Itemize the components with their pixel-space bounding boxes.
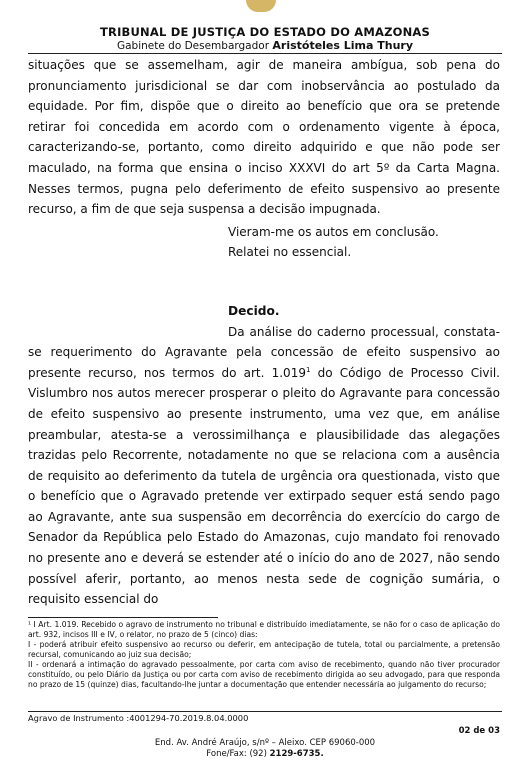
phone-line bbox=[0, 749, 530, 760]
phone-label: Fone/Fax: (92) bbox=[206, 749, 270, 759]
footnote-line-1: ¹ I Art. 1.019. Recebido o agravo de instrumento no tribunal e distribuído imediatamente, se não for o caso de aplicação do art. 932, incisos III e IV, o relator, no prazo de 5 (cinco) dias: bbox=[28, 620, 500, 639]
footnote bbox=[28, 620, 500, 690]
decision-heading: Decido. bbox=[228, 303, 280, 318]
judge-name: Aristóteles Lima Thury bbox=[272, 39, 414, 52]
paragraph-decision bbox=[28, 322, 500, 610]
report-line: Relatei no essencial. bbox=[228, 245, 352, 260]
decision-text-start: Da análise do caderno processual, constata-se requerimento do Agravante pela concessão de efeito suspensivo ao presente recurso, nos termos do art. 1.019 bbox=[28, 324, 500, 380]
footer-address bbox=[0, 738, 530, 760]
header-divider bbox=[28, 53, 502, 54]
footnote-line-2: I - poderá atribuir efeito suspensivo ao recurso ou deferir, em antecipação de tutela, total ou parcialmente, a pretensão recursal, comunicando ao juiz sua decisão; bbox=[28, 640, 500, 659]
page-header bbox=[0, 25, 530, 53]
page-number: 02 de 03 bbox=[458, 726, 500, 736]
footnote-ref: 1 bbox=[305, 365, 311, 374]
paragraph-claims: situações que se assemelham, agir de maneira ambígua, sob pena do pronunciamento jurisdicional se dar com inobservância ao postulado da equidade. Por fim, dispõe que o direito ao benefício que ora se pretende retirar foi concedida em acordo com o ordenamento vigente à época, caracterizando-se, portanto, como direito adquirido e que não pode ser maculado, na forma que ensina o inciso XXXVI do art 5º da Carta Magna. Nesses termos, pugna pelo deferimento de efeito suspensivo ao presente recurso, a fim de que seja suspensa a decisão impugnada. bbox=[28, 58, 500, 217]
case-number: Agravo de Instrumento :4001294-70.2019.8.04.0000 bbox=[28, 713, 249, 723]
phone-number: 2129-6735. bbox=[269, 749, 324, 759]
footnote-divider bbox=[28, 617, 218, 618]
document-body bbox=[28, 55, 500, 610]
address-line: End. Av. André Araújo, s/nº – Aleixo. CEP 69060-000 bbox=[154, 738, 376, 748]
office-prefix: Gabinete do Desembargador bbox=[116, 40, 270, 52]
office-line bbox=[0, 39, 530, 53]
decision-text-rest: do Código de Processo Civil. Vislumbro nos autos merecer prosperar o pleito do Agravante para concessão de efeito suspensivo ao presente instrumento, uma vez que, em análise preambular, atesta-se a verossimilhança e plausibilidade das alegações trazidas pelo Recorrente, notadamente no que se relaciona com a ausência de requisito ao deferimento da tutela de urgência ora questionada, visto que o benefício que o Agravado pretende ver extirpado sequer está sendo pago ao Agravante, ante sua suspensão em decorrência do exercício do cargo de Senador da República pelo Estado do Amazonas, cujo mandato foi renovado no presente ano e deverá se estender até o início do ano de 2027, não sendo possível aferir, portanto, ao menos nesta sede de cognição sumária, o requisito essencial do bbox=[28, 365, 500, 607]
conclusion-line: Vieram-me os autos em conclusão. bbox=[228, 224, 439, 239]
footnote-line-3: II - ordenará a intimação do agravado pessoalmente, por carta com aviso de recebimento, quando não tiver procurador constituído, ou pelo Diário da Justiça ou por carta com aviso de recebimento dirigida ao seu advogado, para que responda no prazo de 15 (quinze) dias, facultando-lhe juntar a documentação que entender necessária ao julgamento do recurso; bbox=[28, 660, 500, 689]
footer-divider bbox=[28, 711, 502, 712]
court-crest-icon bbox=[246, 0, 276, 12]
court-name: TRIBUNAL DE JUSTIÇA DO ESTADO DO AMAZONAS bbox=[99, 25, 431, 39]
